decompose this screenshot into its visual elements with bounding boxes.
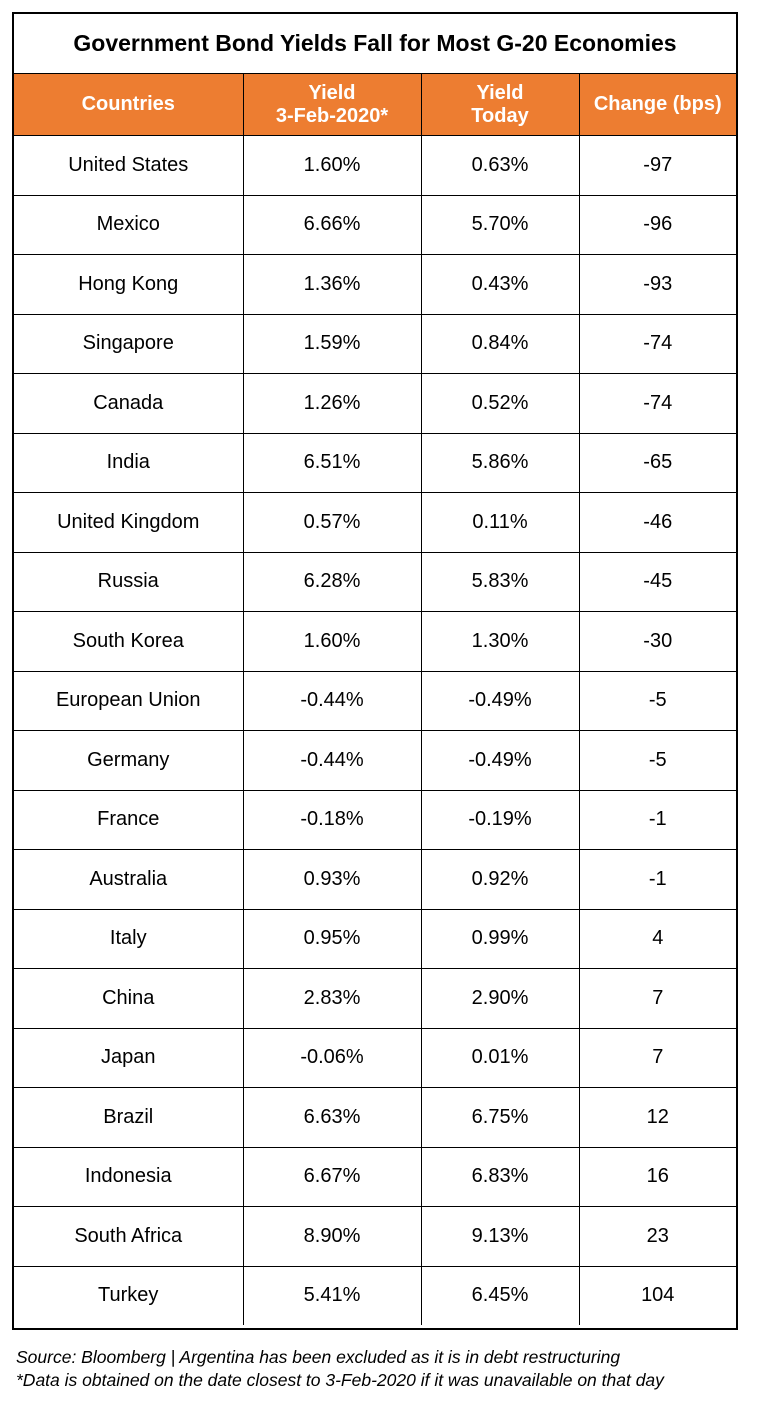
country-cell: South Korea (14, 612, 243, 672)
header-countries (14, 74, 243, 136)
yield-today-cell: 0.99% (421, 909, 579, 969)
yield-today-cell: 0.52% (421, 374, 579, 434)
header-yield-feb-line2: 3-Feb-2020* (275, 104, 389, 127)
yield-feb-cell: 0.57% (243, 493, 421, 553)
footnotes (16, 1346, 664, 1392)
country-cell: Hong Kong (14, 255, 243, 315)
table-row (14, 731, 736, 791)
country-cell: Canada (14, 374, 243, 434)
country-cell: Mexico (14, 195, 243, 255)
table-row (14, 195, 736, 255)
yield-today-cell: 0.84% (421, 314, 579, 374)
table-row (14, 1266, 736, 1325)
yield-feb-cell: 1.36% (243, 255, 421, 315)
header-countries-line1: Countries (81, 93, 175, 115)
change-bps-cell: 7 (579, 1028, 736, 1088)
change-bps-cell: -74 (579, 374, 736, 434)
table-row (14, 552, 736, 612)
header-row (14, 74, 736, 136)
change-bps-cell: -74 (579, 314, 736, 374)
yield-today-cell: -0.19% (421, 790, 579, 850)
table-row (14, 1207, 736, 1267)
yield-feb-cell: 6.67% (243, 1147, 421, 1207)
change-bps-cell: -93 (579, 255, 736, 315)
change-bps-cell: -1 (579, 850, 736, 910)
country-cell: Japan (14, 1028, 243, 1088)
yield-feb-cell: -0.44% (243, 671, 421, 731)
table-row (14, 671, 736, 731)
country-cell: South Africa (14, 1207, 243, 1267)
yield-feb-cell: 6.28% (243, 552, 421, 612)
table-row (14, 1088, 736, 1148)
change-bps-cell: 16 (579, 1147, 736, 1207)
country-cell: Turkey (14, 1266, 243, 1325)
table-row (14, 1147, 736, 1207)
yield-today-cell: 6.45% (421, 1266, 579, 1325)
yield-feb-cell: 2.83% (243, 969, 421, 1029)
yield-today-cell: 9.13% (421, 1207, 579, 1267)
yield-feb-cell: 1.59% (243, 314, 421, 374)
header-yield-today (421, 74, 579, 136)
change-bps-cell: -1 (579, 790, 736, 850)
table-row (14, 909, 736, 969)
yield-today-cell: 5.83% (421, 552, 579, 612)
yield-today-cell: 0.63% (421, 136, 579, 196)
change-bps-cell: -65 (579, 433, 736, 493)
country-cell: India (14, 433, 243, 493)
yield-feb-cell: 8.90% (243, 1207, 421, 1267)
yield-today-cell: 6.83% (421, 1147, 579, 1207)
yield-feb-cell: -0.06% (243, 1028, 421, 1088)
country-cell: France (14, 790, 243, 850)
table-body (14, 136, 736, 1326)
header-yield-feb-line1: Yield (308, 81, 356, 104)
change-bps-cell: -45 (579, 552, 736, 612)
country-cell: United States (14, 136, 243, 196)
table-row (14, 1028, 736, 1088)
yield-today-cell: 0.11% (421, 493, 579, 553)
change-bps-cell: 23 (579, 1207, 736, 1267)
yield-today-cell: 5.86% (421, 433, 579, 493)
source-note: Source: Bloomberg | Argentina has been excluded as it is in debt restructuring (16, 1347, 621, 1367)
yield-today-cell: 5.70% (421, 195, 579, 255)
country-cell: Indonesia (14, 1147, 243, 1207)
country-cell: Singapore (14, 314, 243, 374)
yield-feb-cell: 5.41% (243, 1266, 421, 1325)
country-cell: China (14, 969, 243, 1029)
yield-feb-cell: 1.60% (243, 612, 421, 672)
yield-feb-cell: 0.93% (243, 850, 421, 910)
table-row (14, 255, 736, 315)
country-cell: United Kingdom (14, 493, 243, 553)
change-bps-cell: -30 (579, 612, 736, 672)
header-change-line1: Change (bps) (593, 93, 722, 115)
yield-today-cell: -0.49% (421, 731, 579, 791)
yield-today-cell: 1.30% (421, 612, 579, 672)
table-row (14, 433, 736, 493)
change-bps-cell: -5 (579, 731, 736, 791)
country-cell: Brazil (14, 1088, 243, 1148)
yield-feb-cell: 1.26% (243, 374, 421, 434)
yield-feb-cell: -0.44% (243, 731, 421, 791)
yield-today-cell: 6.75% (421, 1088, 579, 1148)
table-row (14, 493, 736, 553)
change-bps-cell: 104 (579, 1266, 736, 1325)
change-bps-cell: 7 (579, 969, 736, 1029)
header-yield-today-line1: Yield (476, 81, 524, 104)
header-yield-today-line2: Today (471, 104, 529, 127)
table-row (14, 136, 736, 196)
yield-feb-cell: 6.66% (243, 195, 421, 255)
yield-today-cell: 2.90% (421, 969, 579, 1029)
table-row (14, 374, 736, 434)
country-cell: Italy (14, 909, 243, 969)
yield-today-cell: 0.92% (421, 850, 579, 910)
yield-feb-cell: 6.51% (243, 433, 421, 493)
table-row (14, 850, 736, 910)
yield-feb-cell: -0.18% (243, 790, 421, 850)
bond-yield-table (14, 74, 736, 1325)
yield-feb-cell: 1.60% (243, 136, 421, 196)
change-bps-cell: -46 (579, 493, 736, 553)
table-row (14, 969, 736, 1029)
country-cell: Australia (14, 850, 243, 910)
yield-today-cell: -0.49% (421, 671, 579, 731)
change-bps-cell: -5 (579, 671, 736, 731)
yield-today-cell: 0.01% (421, 1028, 579, 1088)
table-row (14, 612, 736, 672)
change-bps-cell: -96 (579, 195, 736, 255)
date-note: *Data is obtained on the date closest to 3-Feb-2020 if it was unavailable on that day (16, 1370, 664, 1390)
country-cell: European Union (14, 671, 243, 731)
yield-feb-cell: 6.63% (243, 1088, 421, 1148)
table-row (14, 790, 736, 850)
header-yield-feb (243, 74, 421, 136)
yield-today-cell: 0.43% (421, 255, 579, 315)
table-row (14, 314, 736, 374)
bond-yield-table-frame (12, 12, 738, 1330)
change-bps-cell: 12 (579, 1088, 736, 1148)
country-cell: Germany (14, 731, 243, 791)
change-bps-cell: -97 (579, 136, 736, 196)
change-bps-cell: 4 (579, 909, 736, 969)
header-change-bps (579, 74, 736, 136)
yield-feb-cell: 0.95% (243, 909, 421, 969)
country-cell: Russia (14, 552, 243, 612)
table-title: Government Bond Yields Fall for Most G-20 Economies (14, 14, 736, 74)
